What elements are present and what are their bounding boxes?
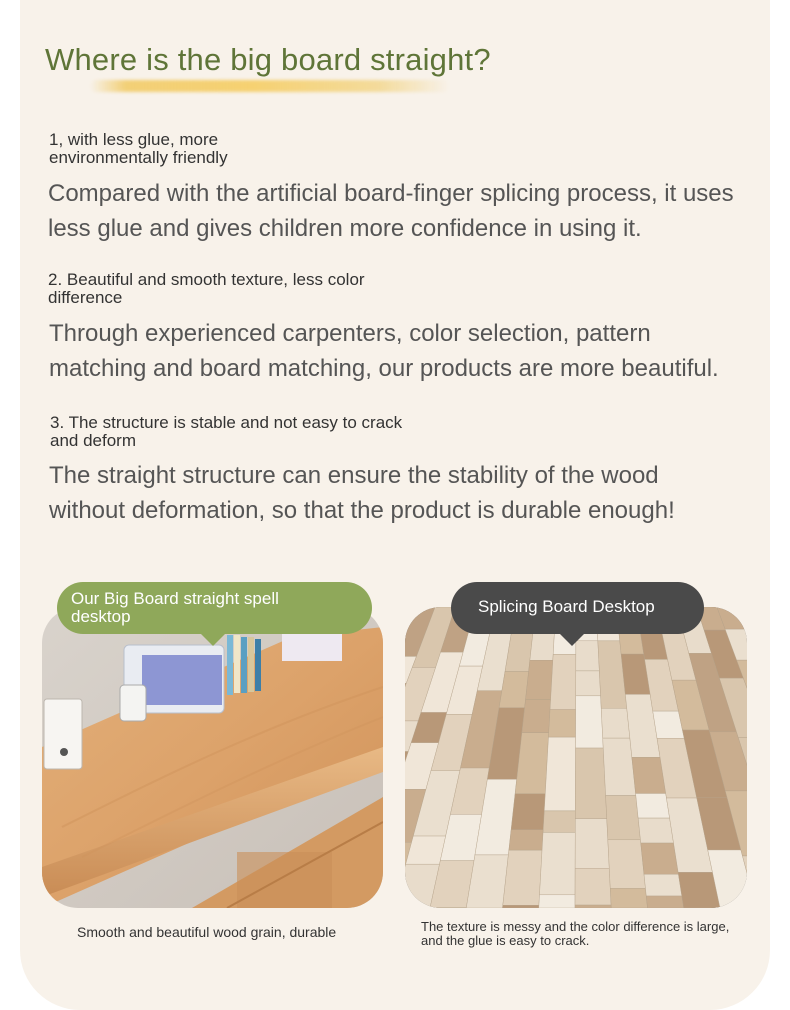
point-3-body: The straight structure can ensure the stability of the wood without deformation, so that the product is durable enough!	[49, 462, 675, 524]
wood-strip	[632, 757, 666, 793]
point-1-title: 1, with less glue, more environmentally friendly	[49, 130, 228, 167]
wood-strip	[526, 660, 553, 699]
wood-strip	[540, 832, 576, 894]
wood-strip	[606, 796, 641, 840]
point-2-body: Through experienced carpenters, color selection, pattern matching and board matching, our products are more beautiful.	[49, 320, 719, 382]
wood-strip	[509, 830, 543, 850]
wood-strip	[539, 895, 575, 908]
point-1-body: Compared with the artificial board-finger splicing process, it uses less glue and gives children more confidence in using it.	[48, 180, 734, 242]
wood-strip	[608, 840, 646, 889]
wood-strip	[644, 874, 682, 896]
splicing-board-label: Splicing Board Desktop	[478, 597, 655, 616]
point-2-title: 2. Beautiful and smooth texture, less color difference	[48, 270, 365, 307]
title-underline-brush	[90, 80, 450, 92]
wood-strip	[576, 696, 604, 748]
splicing-board-caption: The texture is messy and the color difference is large, and the glue is easy to crack.	[421, 919, 730, 948]
wood-strip	[575, 868, 611, 905]
wood-strip	[575, 905, 611, 908]
wood-strip	[550, 654, 576, 709]
wood-strip	[522, 700, 551, 733]
wood-strip	[646, 896, 683, 908]
page-title: Where is the big board straight?	[45, 42, 491, 77]
wood-strip	[636, 793, 670, 818]
wood-strip	[511, 794, 545, 830]
splicing-board-photo	[405, 607, 747, 908]
wood-strip	[638, 818, 673, 843]
wood-strip	[548, 710, 575, 738]
wood-strip	[575, 819, 609, 869]
wood-strip	[576, 671, 601, 696]
wood-strip	[544, 737, 575, 811]
big-board-desk-photo	[42, 607, 383, 908]
point-3-title: 3. The structure is stable and not easy to crack and deform	[50, 413, 403, 450]
wood-strip	[610, 888, 647, 908]
wood-strip	[641, 843, 679, 874]
splicing-board-label-badge	[451, 582, 704, 634]
badge-pointer	[560, 634, 584, 646]
wood-strip	[503, 905, 539, 908]
wood-strip	[601, 708, 630, 738]
big-board-caption: Smooth and beautiful wood grain, durable	[77, 924, 337, 940]
badge-pointer	[201, 634, 225, 646]
big-board-label: Our Big Board straight spell desktop	[71, 589, 279, 626]
wood-strip	[575, 748, 606, 819]
wood-strip	[503, 850, 542, 905]
wood-strip	[543, 811, 575, 832]
big-board-label-badge	[57, 582, 372, 634]
